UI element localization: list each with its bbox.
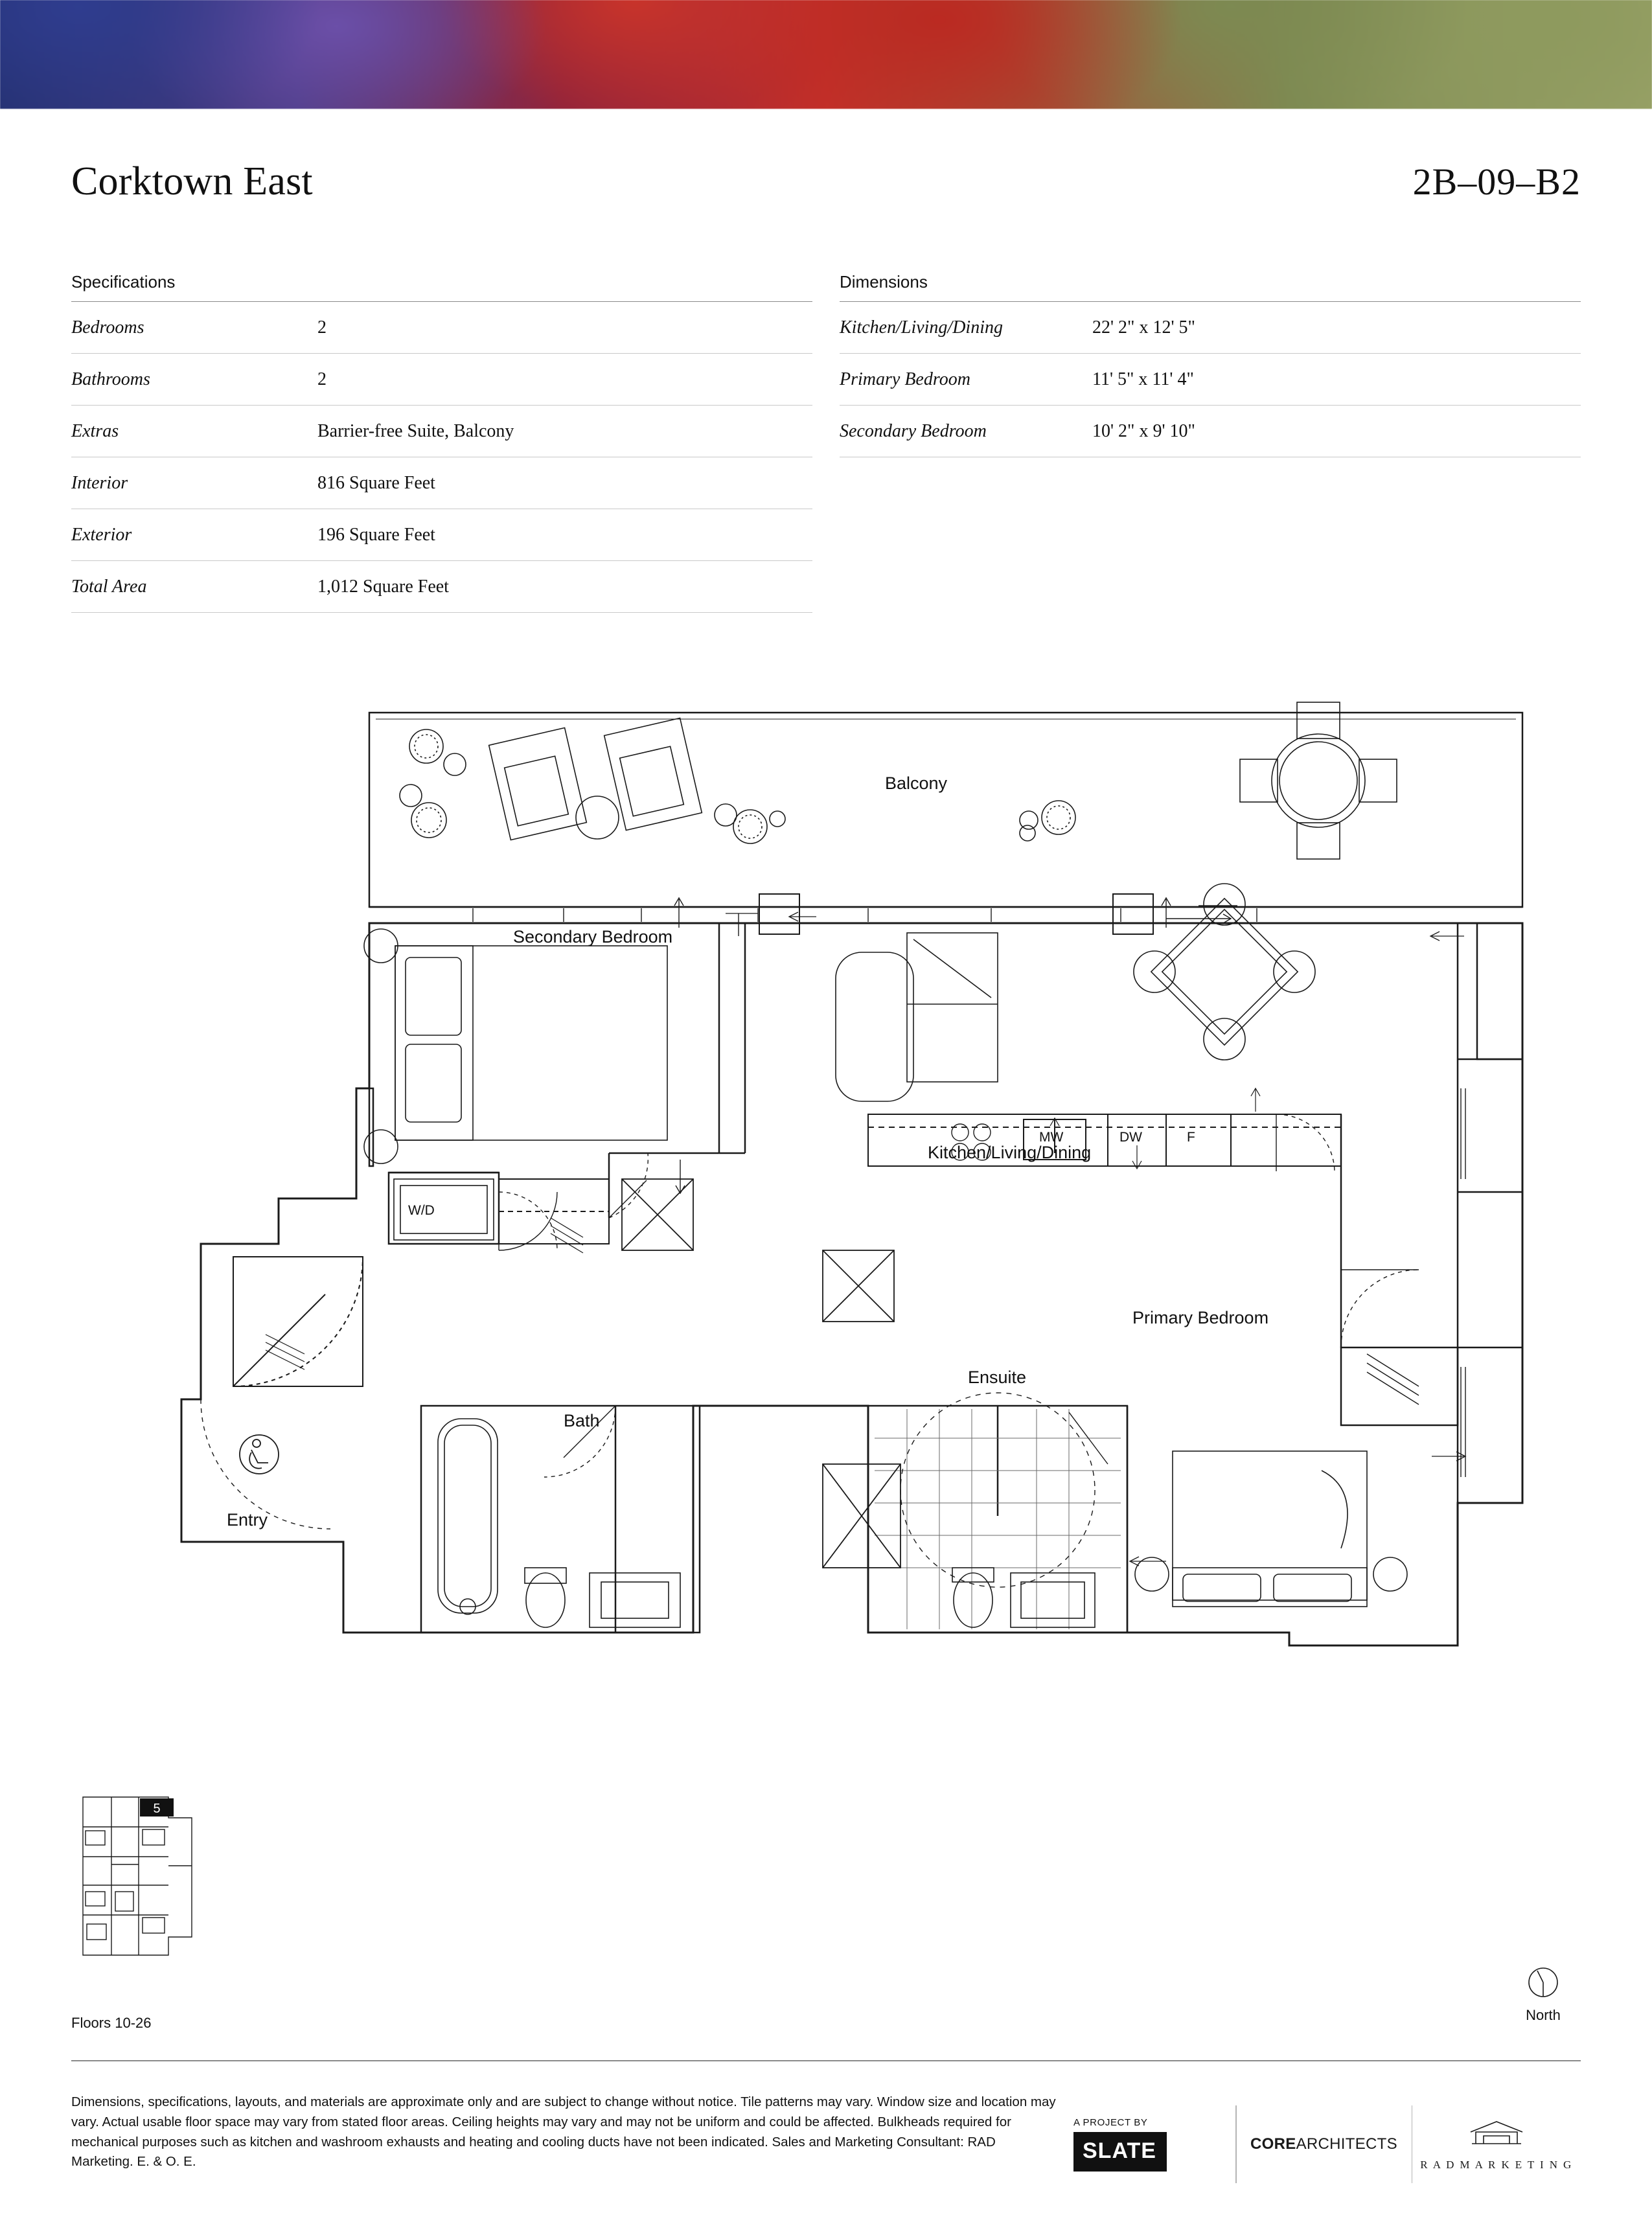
core-architects-logo [1237,2135,1412,2153]
spec-label: Bathrooms [71,369,150,389]
rad-marketing-logo [1412,2118,1581,2172]
page-title: Corktown East [71,159,313,203]
floorplan-drawing [71,700,1581,1710]
floorplan-svg [71,700,1581,1710]
label-ensuite: Ensuite [968,1368,1027,1387]
spec-label: Bedrooms [71,317,144,338]
specifications-heading: Specifications [71,272,812,302]
decorative-gradient-band [0,0,1652,109]
table-row [71,406,812,457]
keyplan-svg [71,1788,201,1963]
dimension-label: Primary Bedroom [840,369,970,389]
info-tables [71,272,1581,613]
label-microwave: MW [1039,1130,1064,1145]
table-row [840,354,1581,406]
table-row [71,457,812,509]
dimension-label: Kitchen/Living/Dining [840,317,1003,338]
footer-divider [71,2060,1581,2061]
slate-wordmark: SLATE [1073,2132,1167,2172]
unit-code: 2B–09–B2 [1412,161,1581,203]
compass [1504,1963,1582,2024]
spec-value: Barrier-free Suite, Balcony [317,420,514,441]
page-header [71,159,1581,205]
label-kitchen-living-dining: Kitchen/Living/Dining [928,1143,1092,1162]
table-row [71,509,812,561]
dimension-label: Secondary Bedroom [840,420,987,441]
table-row [840,406,1581,457]
label-bath: Bath [564,1411,600,1430]
label-fridge: F [1187,1130,1195,1145]
brand-logos [1069,2092,1581,2196]
table-row [71,302,812,354]
dimensions-table [840,272,1581,613]
dimensions-heading: Dimensions [840,272,1581,302]
spec-label: Total Area [71,576,147,597]
keyplan [71,1788,201,1963]
north-icon [1524,1963,1563,2002]
core-bold-text: CORE [1250,2135,1296,2153]
spec-value: 1,012 Square Feet [317,576,449,597]
spec-value: 196 Square Feet [317,524,435,545]
core-rest-text: ARCHITECTS [1296,2135,1397,2153]
spec-label: Extras [71,420,119,441]
label-entry: Entry [227,1510,268,1530]
slate-logo [1073,2117,1235,2172]
disclaimer-text: Dimensions, specifications, layouts, and materials are approximate only and are subject to change without notice. Tile patterns may vary. Window size and location may vary. Actual usable floor space may vary from stated floor areas. Ceiling heights may vary and may not be uniform and could be affected. Bulkheads required for mechanical purposes such as kitchen and washroom exhausts and heating and cooling ducts have not been indicated. Sales and Marketing Consultant: RAD Marketing. E. & O. E. [71,2094,1056,2170]
table-row [840,302,1581,354]
label-secondary-bedroom: Secondary Bedroom [513,927,673,946]
spec-value: 2 [317,369,327,389]
keyplan-unit-number: 5 [153,1802,161,1816]
dimension-value: 22' 2" x 12' 5" [1092,317,1195,338]
rad-wordmark: R A D M A R K E T I N G [1420,2158,1573,2171]
a-project-by-label: A PROJECT BY [1073,2117,1148,2128]
table-row [71,561,812,613]
spec-label: Interior [71,472,128,493]
specifications-table [71,272,812,613]
dimension-value: 11' 5" x 11' 4" [1092,369,1194,389]
dimension-value: 10' 2" x 9' 10" [1092,420,1195,441]
rad-mark-icon [1465,2118,1528,2151]
spec-label: Exterior [71,524,132,545]
label-balcony: Balcony [885,774,948,793]
label-dishwasher: DW [1119,1130,1142,1145]
spec-value: 2 [317,317,327,338]
floors-note: Floors 10-26 [71,2015,152,2031]
label-washer-dryer: W/D [408,1203,435,1218]
north-label: North [1526,2007,1561,2023]
spec-value: 816 Square Feet [317,472,435,493]
label-primary-bedroom: Primary Bedroom [1132,1308,1269,1327]
table-row [71,354,812,406]
